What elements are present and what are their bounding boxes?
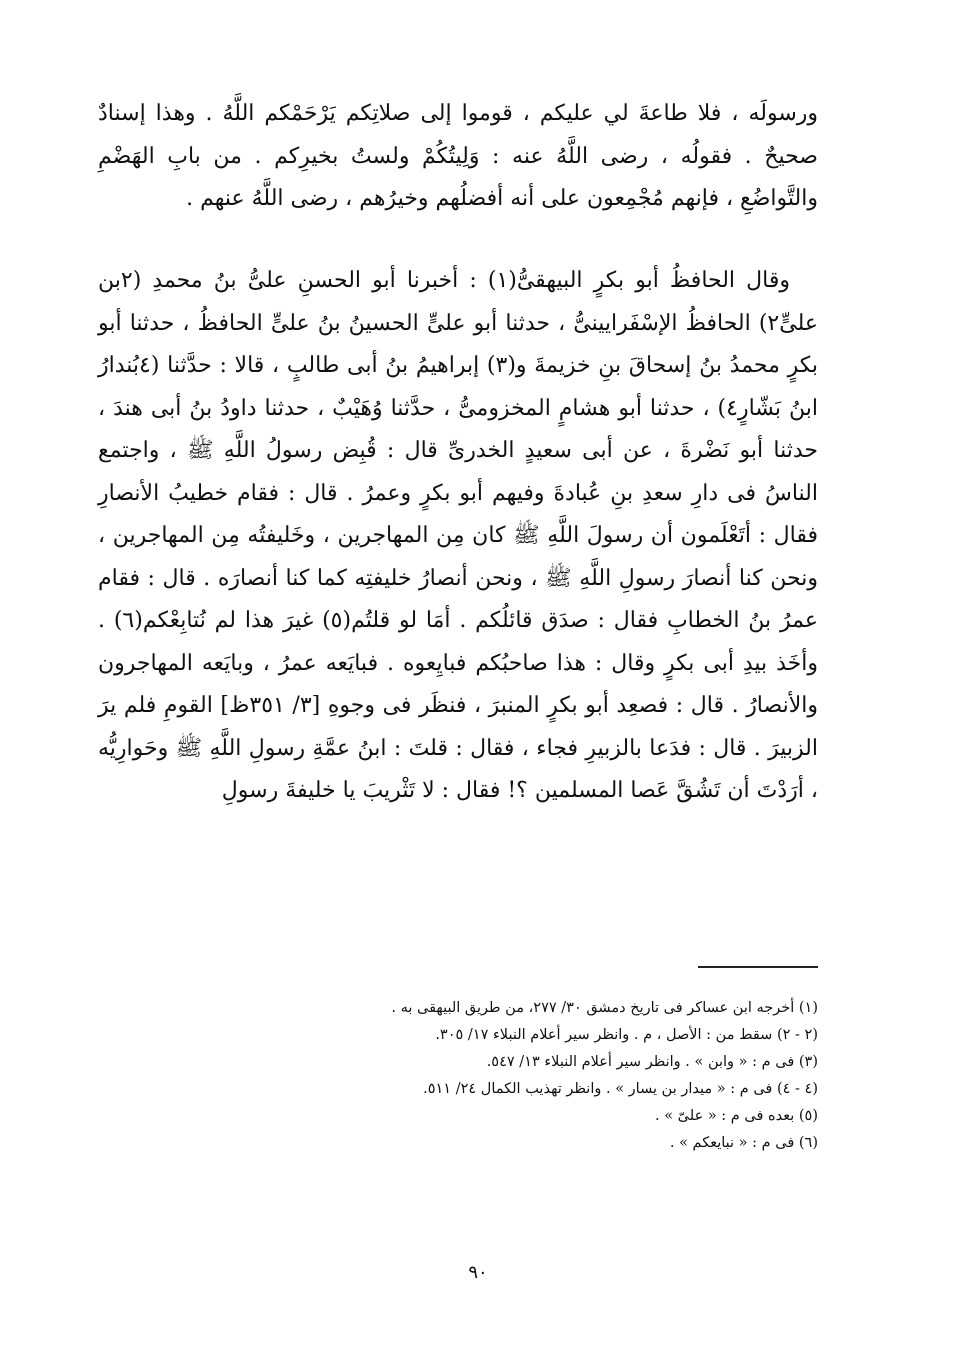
footnote-separator	[698, 966, 818, 968]
footnote-2: (٢ - ٢) سقط من : الأصل ، م . وانظر سير أعلام النبلاء ١٧/ ٣٠٥.	[435, 1027, 818, 1043]
paragraph-2: وقال الحافظُ أبو بكرٍ البيهقىُّ(١) : أخبرنا أبو الحسنِ علىُّ بنُ محمدِ (٢بن علىٍّ٢) الحافظُ الإسْفَرايينىُّ ، حدثنا أبو علىٍّ الحسينُ بنُ علىٍّ الحافظُ ، حدثنا أبو بكرٍ محمدُ بنُ إسحاقَ بنِ خزيمةَ و(٣) إبراهيمُ بنُ أبى طالبٍ ، قالا : حدَّثنا (٤بُندارُ ابنُ بَشّارٍ٤) ، حدثنا أبو هشامٍ المخزومىُّ ، حدَّثنا وُهَيْبٌ ، حدثنا داودُ بنُ أبى هندَ ، حدثنا أبو نَضْرةَ ، عن أبى سعيدٍ الخدرىِّ قال : قُبِض رسولُ اللَّهِ ﷺ ، واجتمع الناسُ فى دارِ سعدِ بنِ عُبادةَ وفيهم أبو بكرٍ وعمرُ . قال : فقام خطيبُ الأنصارِ فقال : أتَعْلَمون أن رسولَ اللَّهِ ﷺ كان مِن المهاجرين ، وخَليفتُه مِن المهاجرين ، ونحن كنا أنصارَ رسولِ اللَّهِ ﷺ ، ونحن أنصارُ خليفتِه كما كنا أنصارَه . قال : فقام عمرُ بنُ الخطابِ فقال : صدَق قائلُكم . أمَا لو قلتُم(٥) غيرَ هذا لم نُتابِعْكم(٦) . وأخَذ بيدِ أبى بكرٍ وقال : هذا صاحبُكم فبايِعوه . فبايَعه عمرُ ، وبايَعه المهاجرون والأنصارُ . قال : فصعِد أبو بكرٍ المنبرَ ، فنظَر فى وجوهِ [٣/ ٣٥١ظ] القومِ فلم يرَ الزبيرَ . قال : فدَعا بالزبيرِ فجاء ، فقال : قلتَ : ابنُ عمَّةِ رسولِ اللَّهِ ﷺ وحَوارِيُّه ، أرَدْتَ أن تَشُقَّ عَصا المسلمين ؟! فقال : لا تَثْريبَ يا خليفةَ رسولِ	[98, 268, 819, 803]
footnote-5: (٥) بعده فى م : « علىّ » .	[654, 1108, 818, 1124]
page-number: ٩٠	[468, 1262, 488, 1283]
paragraph-1: ورسولَه ، فلا طاعةَ لي عليكم ، قوموا إلى صلاتِكم يَرْحَمْكم اللَّهُ . وهذا إسنادٌ صحيحٌ . فقولُه ، رضى اللَّهُ عنه : وَلِيتُكُمْ ولستُ بخيرِكم . من بابِ الهَضْمِ والتَّواضُعِ ، فإنهم مُجْمِعون على أنه أفضلُهم وخيرُهم ، رضى اللَّهُ عنهم .	[98, 101, 818, 211]
footnote-3: (٣) فى م : « وابن » . وانظر سير أعلام النبلاء ١٣/ ٥٤٧.	[486, 1054, 818, 1070]
footnotes	[300, 995, 818, 1157]
footnote-6: (٦) فى م : « نبايعكم » .	[669, 1135, 818, 1151]
footnote-1: (١) أخرجه ابن عساكر فى تاريخ دمشق ٣٠/ ٢٧٧، من طريق البيهقى به .	[391, 1000, 818, 1016]
footnote-4: (٤ - ٤) فى م : « ميدار بن يسار » . وانظر تهذيب الكمال ٢٤/ ٥١١.	[423, 1081, 818, 1097]
